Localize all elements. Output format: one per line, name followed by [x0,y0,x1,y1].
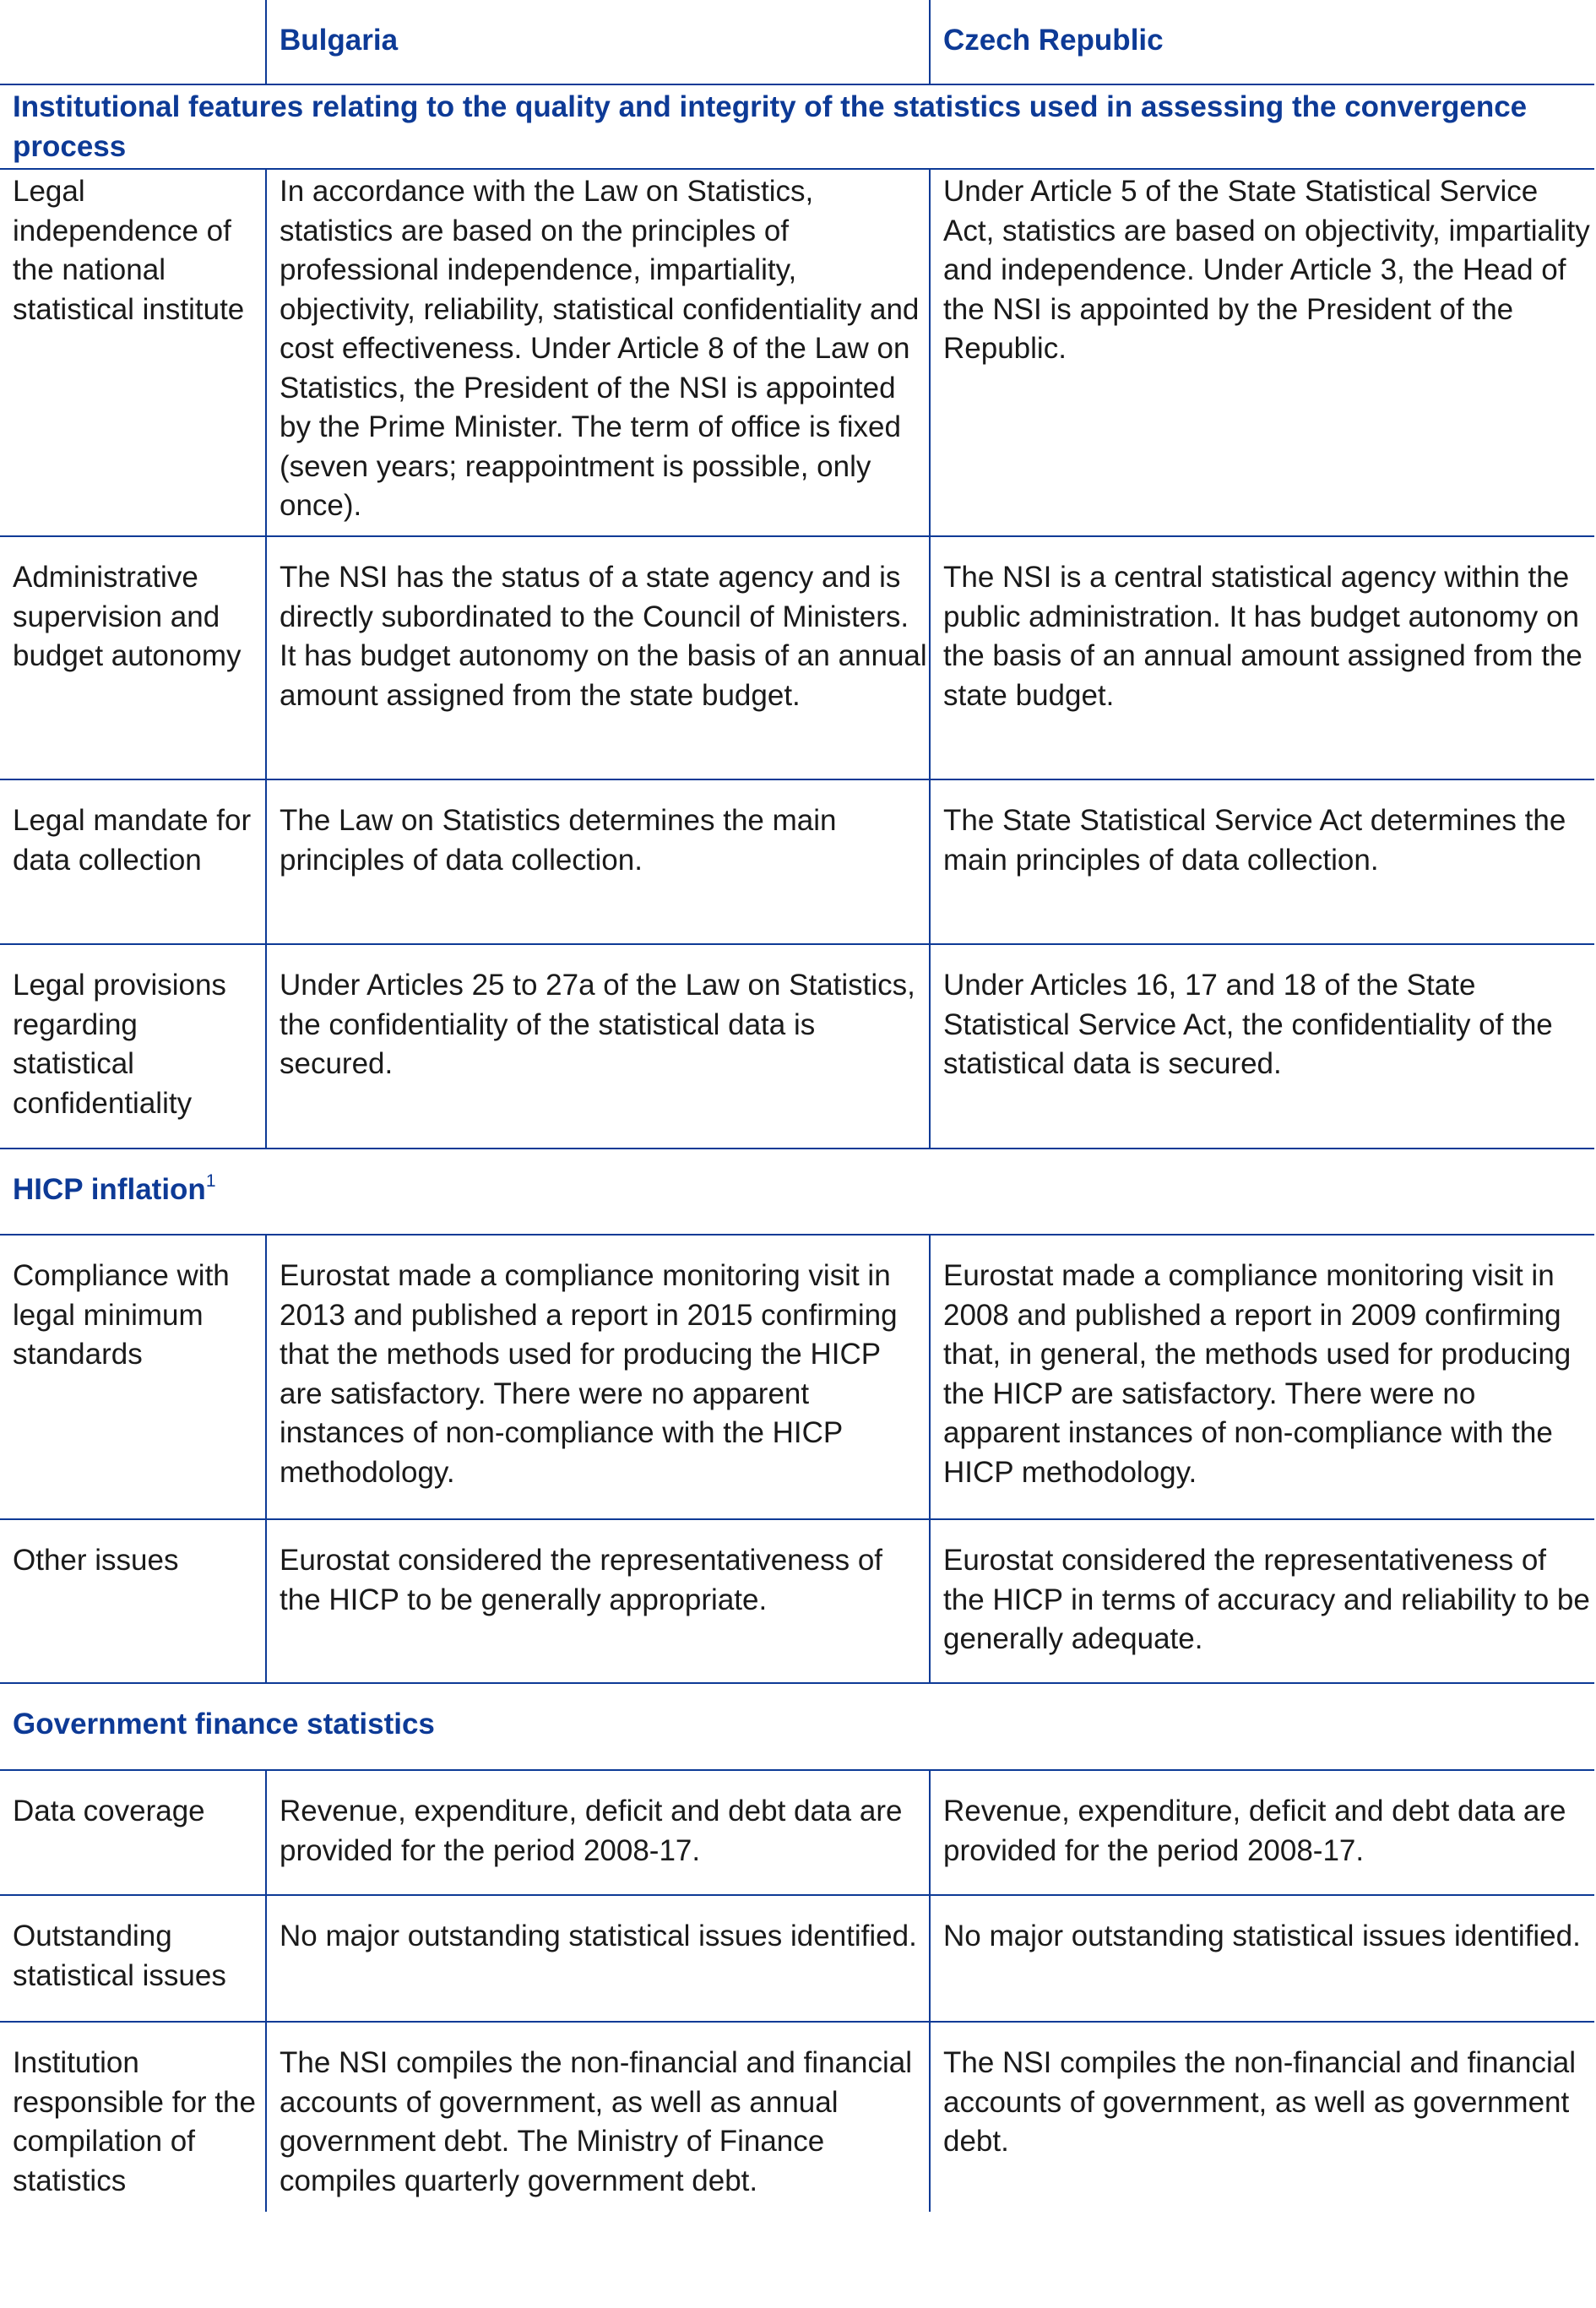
bulgaria-cell: The Law on Statistics determines the main principles of data collection. [266,779,930,944]
table-row [0,1235,1594,1519]
bulgaria-cell: Under Articles 25 to 27a of the Law on Statistics, the confidentiality of the statistical data is secured. [266,944,930,1149]
table-row [0,169,1594,536]
section-heading-row [0,84,1594,169]
section-heading [0,1683,1594,1770]
czech-republic-cell: The State Statistical Service Act determines the main principles of data collection. [930,779,1594,944]
bulgaria-cell: Revenue, expenditure, deficit and debt data are provided for the period 2008-17. [266,1770,930,1895]
row-label: Institution responsible for the compilation of statistics [13,2046,256,2197]
czech-republic-cell: The NSI compiles the non-financial and financial accounts of government, as well as government debt. [930,2022,1594,2212]
row-label: Administrative supervision and budget autonomy [0,536,266,779]
section-heading [0,84,1594,169]
czech-republic-cell: The NSI is a central statistical agency within the public administration. It has budget autonomy on the basis of an annual amount assigned from the state budget. [930,536,1594,779]
table-row [0,1895,1594,2022]
bulgaria-cell: No major outstanding statistical issues identified. [266,1895,930,2022]
table-row [0,1519,1594,1683]
header-label-column [0,0,266,84]
header-bulgaria: Bulgaria [266,0,930,84]
czech-republic-cell: No major outstanding statistical issues identified. [930,1895,1594,2022]
row-label: Legal mandate for data collection [0,779,266,944]
bulgaria-cell: In accordance with the Law on Statistics, statistics are based on the principles of professional independence, impartiality, objectivity, reliability, statistical confidentiality and cost effectiveness. Under Article 8 of the Law on Statistics, the President of the NSI is appointed by the Prime Minister. The term of office is fixed (seven years; reappointment is possible, only once). [266,169,930,536]
footnote-marker: 1 [205,1171,216,1191]
table-row [0,2022,1594,2212]
czech-republic-cell: Revenue, expenditure, deficit and debt data are provided for the period 2008-17. [930,1770,1594,1895]
row-label: Legal independence of the national statistical institute [0,169,266,536]
row-label: Compliance with legal minimum standards [0,1235,266,1519]
bulgaria-cell: Eurostat considered the representativeness of the HICP to be generally appropriate. [266,1519,930,1683]
section-title: Institutional features relating to the quality and integrity of the statistics used in assessing the convergence process [13,90,1528,163]
czech-republic-cell: Eurostat considered the representativeness of the HICP in terms of accuracy and reliability to be generally adequate. [930,1519,1594,1683]
table-row [0,779,1594,944]
czech-republic-cell: Under Article 5 of the State Statistical Service Act, statistics are based on objectivity, impartiality and independence. Under Article 3, the Head of the NSI is appointed by the President of the Republic. [930,169,1594,536]
row-label: Outstanding statistical issues [0,1895,266,2022]
section-heading-row [0,1683,1594,1770]
bulgaria-cell: The NSI has the status of a state agency and is directly subordinated to the Council of Ministers. It has budget autonomy on the basis of an annual amount assigned from the state budget. [266,536,930,779]
header-czech-republic: Czech Republic [930,0,1594,84]
czech-republic-cell: Under Articles 16, 17 and 18 of the State Statistical Service Act, the confidentiality of the statistical data is secured. [930,944,1594,1149]
czech-republic-cell: Eurostat made a compliance monitoring visit in 2008 and published a report in 2009 confirming that, in general, the methods used for producing the HICP are satisfactory. There were no apparent instances of non-compliance with the HICP methodology. [930,1235,1594,1519]
section-heading-row [0,1149,1594,1235]
table-row [0,944,1594,1149]
row-label: Data coverage [0,1770,266,1895]
section-title: Government finance statistics [13,1708,435,1741]
bulgaria-cell: The NSI compiles the non-financial and financial accounts of government, as well as annual government debt. The Ministry of Finance compiles quarterly government debt. [266,2022,930,2212]
section-title: HICP inflation [13,1173,206,1206]
bulgaria-cell: Eurostat made a compliance monitoring visit in 2013 and published a report in 2015 confirming that the methods used for producing the HICP are satisfactory. There were no apparent instances of non-compliance with the HICP methodology. [266,1235,930,1519]
table-header-row [0,0,1594,84]
section-heading [0,1149,1594,1235]
row-label: Other issues [0,1519,266,1683]
row-label: Legal provisions regarding statistical confidentiality [0,944,266,1149]
table-row [0,536,1594,779]
table-row [0,1770,1594,1895]
